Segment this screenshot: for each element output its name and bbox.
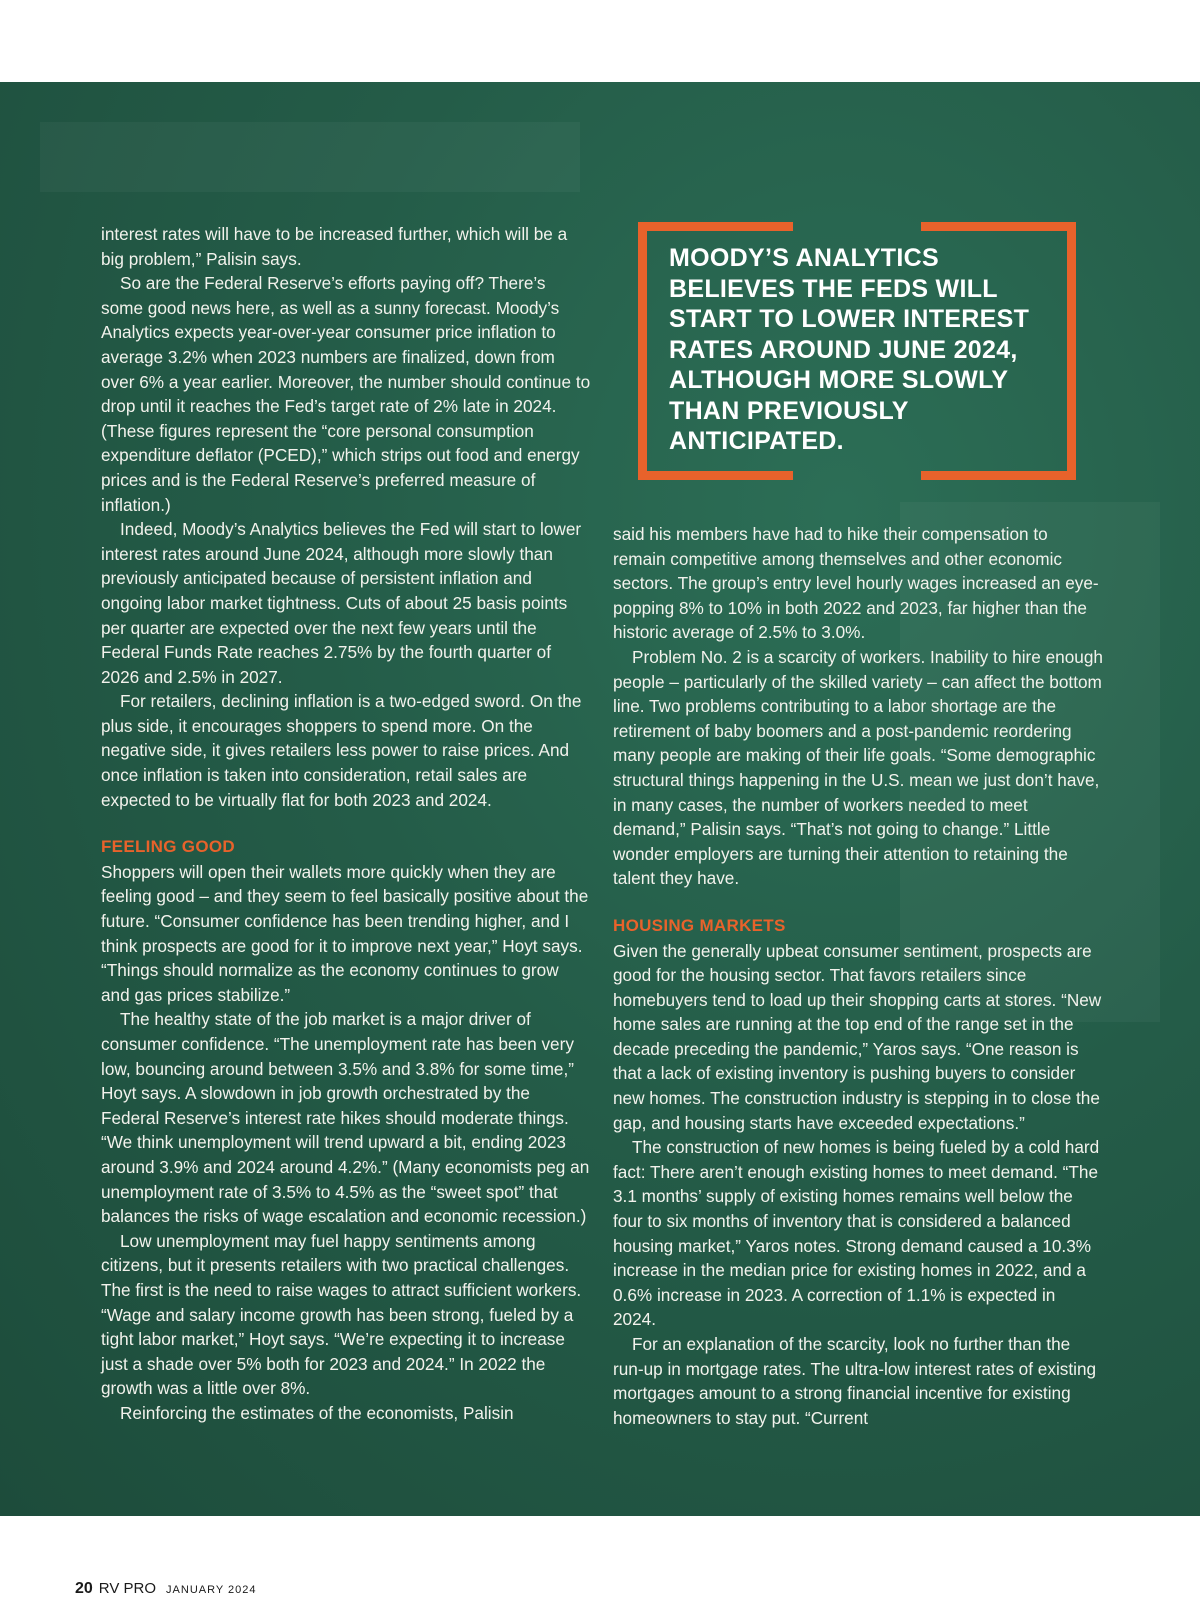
- section-heading: FEELING GOOD: [101, 837, 235, 857]
- page-footer: [75, 1580, 257, 1598]
- paragraph: Low unemployment may fuel happy sentiments among citizens, but it presents retailers with two practical challenges. The first is the need to raise wages to attract sufficient workers. “Wage and salary income growth has been strong, fueled by a tight labor market,” Hoyt says. “We’re expecting it to increase just a shade over 5% both for 2023 and 2024.” In 2022 the growth was a little over 8%.: [101, 1230, 582, 1399]
- paragraph: said his members have had to hike their compensation to remain competitive among themselves and other economic sectors. The group’s entry level hourly wages increased an eye-popping 8% to 10% in both 2022 and 2023, far higher than the historic average of 2.5% to 3.0%.: [613, 524, 1099, 643]
- pull-quote-frame: [638, 222, 793, 231]
- paragraph: interest rates will have to be increased further, which will be a big problem,” Palisin says.: [101, 224, 568, 269]
- pull-quote-text: MOODY’S ANALYTICS BELIEVES THE FEDS WILL START TO LOWER INTEREST RATES AROUND JUNE 2024, ALTHOUGH MORE SLOWLY THAN PREVIOUSLY ANTICIPATED.: [669, 244, 1030, 455]
- section-heading: HOUSING MARKETS: [613, 915, 786, 935]
- pull-quote: [638, 222, 1076, 480]
- paragraph: Reinforcing the estimates of the economists, Palisin: [120, 1402, 514, 1423]
- background-texture: [40, 122, 580, 192]
- pull-quote-frame: [1067, 222, 1076, 480]
- pull-quote-frame: [638, 222, 647, 480]
- paragraph: So are the Federal Reserve’s efforts paying off? There’s some good news here, as well as a sunny forecast. Moody’s Analytics expects year-over-year consumer price inflation to average 3.2% when 2023 numbers are finalized, down from over 6% a year earlier. Moreover, the number should continue to drop until it reaches the Fed’s target rate of 2% late in 2024. (These figures represent the “core personal consumption expenditure deflator (PCED),” which strips out food and energy prices and is the Federal Reserve’s preferred measure of inflation.): [101, 273, 591, 515]
- paragraph: Shoppers will open their wallets more quickly when they are feeling good – and they seem to feel basically positive about the future. “Consumer confidence has been trending higher, and I think prospects are good for it to improve next year,” Hoyt says. “Things should normalize as the economy continues to grow and gas prices stabilize.”: [101, 861, 589, 1005]
- page-top-margin: [0, 0, 1200, 82]
- pull-quote-frame: [921, 222, 1076, 231]
- paragraph: For retailers, declining inflation is a two-edged sword. On the plus side, it encourages shoppers to spend more. On the negative side, it gives retailers less power to raise prices. And once inflation is taken into consideration, retail sales are expected to be virtually flat for both 2023 and 2024.: [101, 691, 582, 810]
- pull-quote-frame: [638, 471, 793, 480]
- paragraph: Indeed, Moody’s Analytics believes the Fed will start to lower interest rates around June 2024, although more slowly than previously anticipated because of persistent inflation and ongoing labor market tightness. Cuts of about 25 basis points per quarter are expected over the next few years until the Federal Funds Rate reaches 2.75% by the fourth quarter of 2026 and 2.5% in 2027.: [101, 519, 582, 687]
- publication-name: RV PRO: [98, 1580, 157, 1597]
- page-number: 20: [75, 1580, 93, 1597]
- paragraph: The healthy state of the job market is a major driver of consumer confidence. “The unemployment rate has been very low, bouncing around between 3.5% and 3.8% for some time,” Hoyt says. A slowdown in job growth orchestrated by the Federal Reserve’s interest rate hikes should moderate things. “We think unemployment will trend upward a bit, ending 2023 around 3.9% and 2024 around 4.2%.” (Many economists peg an unemployment rate of 3.5% to 4.5% as the “sweet spot” that balances the risks of wage escalation and economic recession.): [101, 1009, 590, 1227]
- paragraph: The construction of new homes is being fueled by a cold hard fact: There aren’t enough existing homes to meet demand. “The 3.1 months’ supply of existing homes remains well below the four to six months of inventory that is considered a balanced housing market,” Yaros notes. Strong demand caused a 10.3% increase in the median price for existing homes in 2022, and a 0.6% increase in 2023. A correction of 1.1% is expected in 2024.: [613, 1137, 1100, 1330]
- issue-date: JANUARY 2024: [166, 1584, 257, 1596]
- article-panel: [0, 82, 1200, 1516]
- paragraph: For an explanation of the scarcity, look no further than the run-up in mortgage rates. The ultra-low interest rates of existing mortgages amount to a strong financial incentive for existing homeowners to stay put. “Current: [613, 1334, 1097, 1428]
- article-column-left: [101, 222, 591, 1426]
- paragraph: Problem No. 2 is a scarcity of workers. Inability to hire enough people – particularly of the skilled variety – can affect the bottom line. Two problems contributing to a labor shortage are the retirement of baby boomers and a post-pandemic reordering many people are making of their life goals. “Some demographic structural things happening in the U.S. mean we just don’t have, in many cases, the number of workers needed to meet demand,” Palisin says. “That’s not going to change.” Little wonder employers are turning their attention to retaining the talent they have.: [613, 646, 1103, 889]
- paragraph: Given the generally upbeat consumer sentiment, prospects are good for the housing sector. That favors retailers since homebuyers tend to load up their shopping carts at stores. “New home sales are running at the top end of the range set in the decade preceding the pandemic,” Yaros says. “One reason is that a lack of existing inventory is pushing buyers to consider new homes. The construction industry is stepping in to close the gap, and housing starts have exceeded expectations.”: [613, 940, 1102, 1133]
- pull-quote-frame: [921, 471, 1076, 480]
- article-column-right: [613, 522, 1103, 1430]
